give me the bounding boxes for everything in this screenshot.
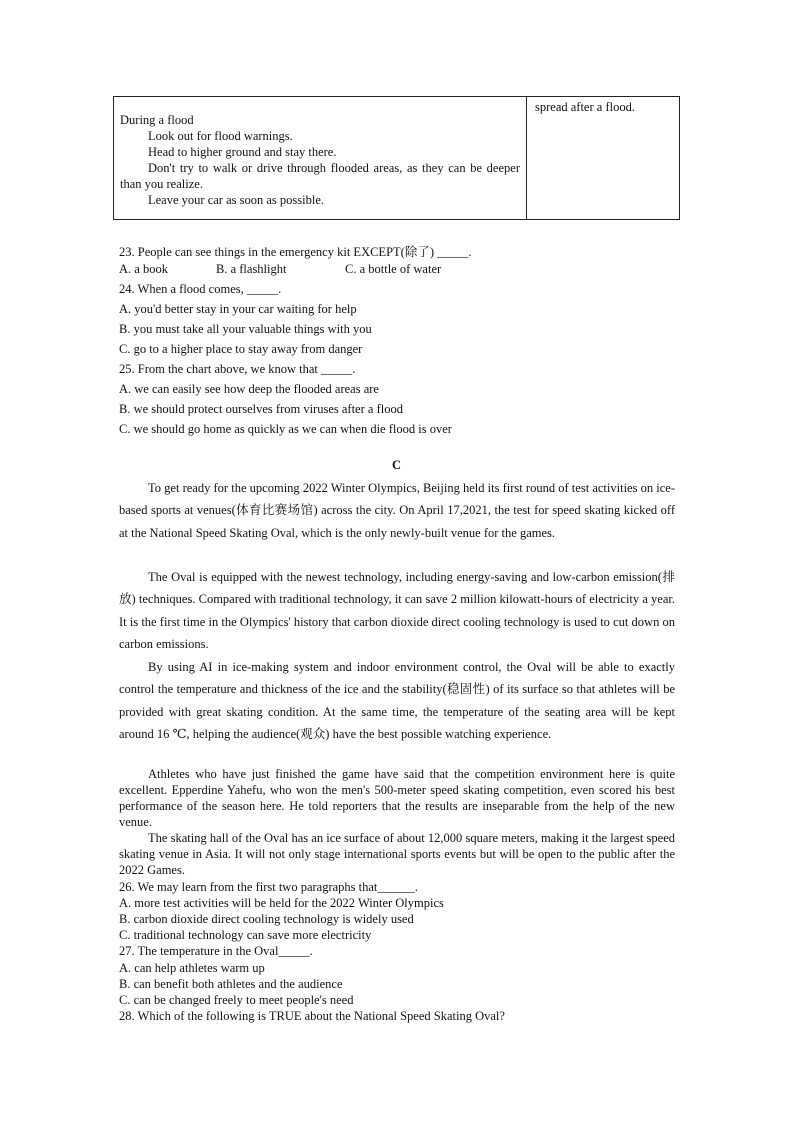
table-item: Head to higher ground and stay there. xyxy=(148,145,337,159)
table-item: Don't try to walk or drive through flooded areas, as they can be deeper than you realize. xyxy=(120,161,520,191)
option-b: B. carbon dioxide direct cooling technology is widely used xyxy=(119,912,414,926)
flood-tips-table xyxy=(113,96,680,220)
question-23-options xyxy=(119,262,441,277)
passage-paragraph-2: The Oval is equipped with the newest technology, including energy-saving and low-carbon emission(排放) techniques. Compared with traditional technology, it can save 2 million kilowatt-hours of electricity a year. It is the first time in the Olympics' history that carbon dioxide direct cooling technology is used to cut down on carbon emissions. xyxy=(119,570,675,651)
passage-paragraph-3: By using AI in ice-making system and indoor environment control, the Oval will be able to exactly control the temperature and thickness of the ice and the stability(稳固性) of its surface so that athletes will be provided with great skating condition. At the same time, the temperature of the seating area will be kept around 16 ℃, helping the audience(观众) have the best possible watching experience. xyxy=(119,660,675,741)
passage-paragraph-1: To get ready for the upcoming 2022 Winter Olympics, Beijing held its first round of test activities on ice-based sports at venues(体育比赛场馆) across the city. On April 17,2021, the test for speed skating kicked off at the National Speed Skating Oval, which is the only newly-built venue for the games. xyxy=(119,481,675,540)
option-c: C. a bottle of water xyxy=(345,262,442,276)
passage-paragraph-5: The skating hall of the Oval has an ice surface of about 12,000 square meters, making it the largest speed skating venue in Asia. It will not only stage international sports events but will be open to the public after the 2022 Games. xyxy=(119,831,675,877)
option-a: A. you'd better stay in your car waiting for help xyxy=(119,302,357,316)
flood-tips-right-cell: spread after a flood. xyxy=(535,100,635,114)
option-b: B. a flashlight xyxy=(216,262,287,276)
question-23-stem: 23. People can see things in the emergency kit EXCEPT(除了) _____. xyxy=(119,245,472,259)
option-a: A. more test activities will be held for the 2022 Winter Olympics xyxy=(119,896,444,910)
table-heading: During a flood xyxy=(120,113,194,127)
question-26-stem: 26. We may learn from the first two paragraphs that______. xyxy=(119,880,419,894)
option-b: B. you must take all your valuable things with you xyxy=(119,322,372,336)
question-28-stem: 28. Which of the following is TRUE about the National Speed Skating Oval? xyxy=(119,1009,505,1023)
table-item: Leave your car as soon as possible. xyxy=(148,193,324,207)
question-25-stem: 25. From the chart above, we know that _____. xyxy=(119,362,356,376)
passage-paragraph-4: Athletes who have just finished the game have said that the competition environment here is quite excellent. Epperdine Yahefu, who won the men's 500-meter speed skating competition, even scored his best performance of the season here. He told reporters that the results are inseparable from the help of the new venue. xyxy=(119,767,675,829)
section-heading: C xyxy=(392,458,402,472)
flood-tips-left-cell xyxy=(114,97,527,219)
option-a: A. can help athletes warm up xyxy=(119,961,265,975)
option-c: C. we should go home as quickly as we can when die flood is over xyxy=(119,422,452,436)
option-b: B. we should protect ourselves from viruses after a flood xyxy=(119,402,403,416)
option-a: A. we can easily see how deep the flooded areas are xyxy=(119,382,379,396)
question-27-stem: 27. The temperature in the Oval_____. xyxy=(119,944,313,958)
option-b: B. can benefit both athletes and the audience xyxy=(119,977,343,991)
table-item: Look out for flood warnings. xyxy=(148,129,293,143)
option-c: C. traditional technology can save more electricity xyxy=(119,928,372,942)
option-c: C. go to a higher place to stay away from danger xyxy=(119,342,363,356)
question-24-stem: 24. When a flood comes, _____. xyxy=(119,282,282,296)
option-c: C. can be changed freely to meet people's need xyxy=(119,993,354,1007)
option-a: A. a book xyxy=(119,262,168,276)
